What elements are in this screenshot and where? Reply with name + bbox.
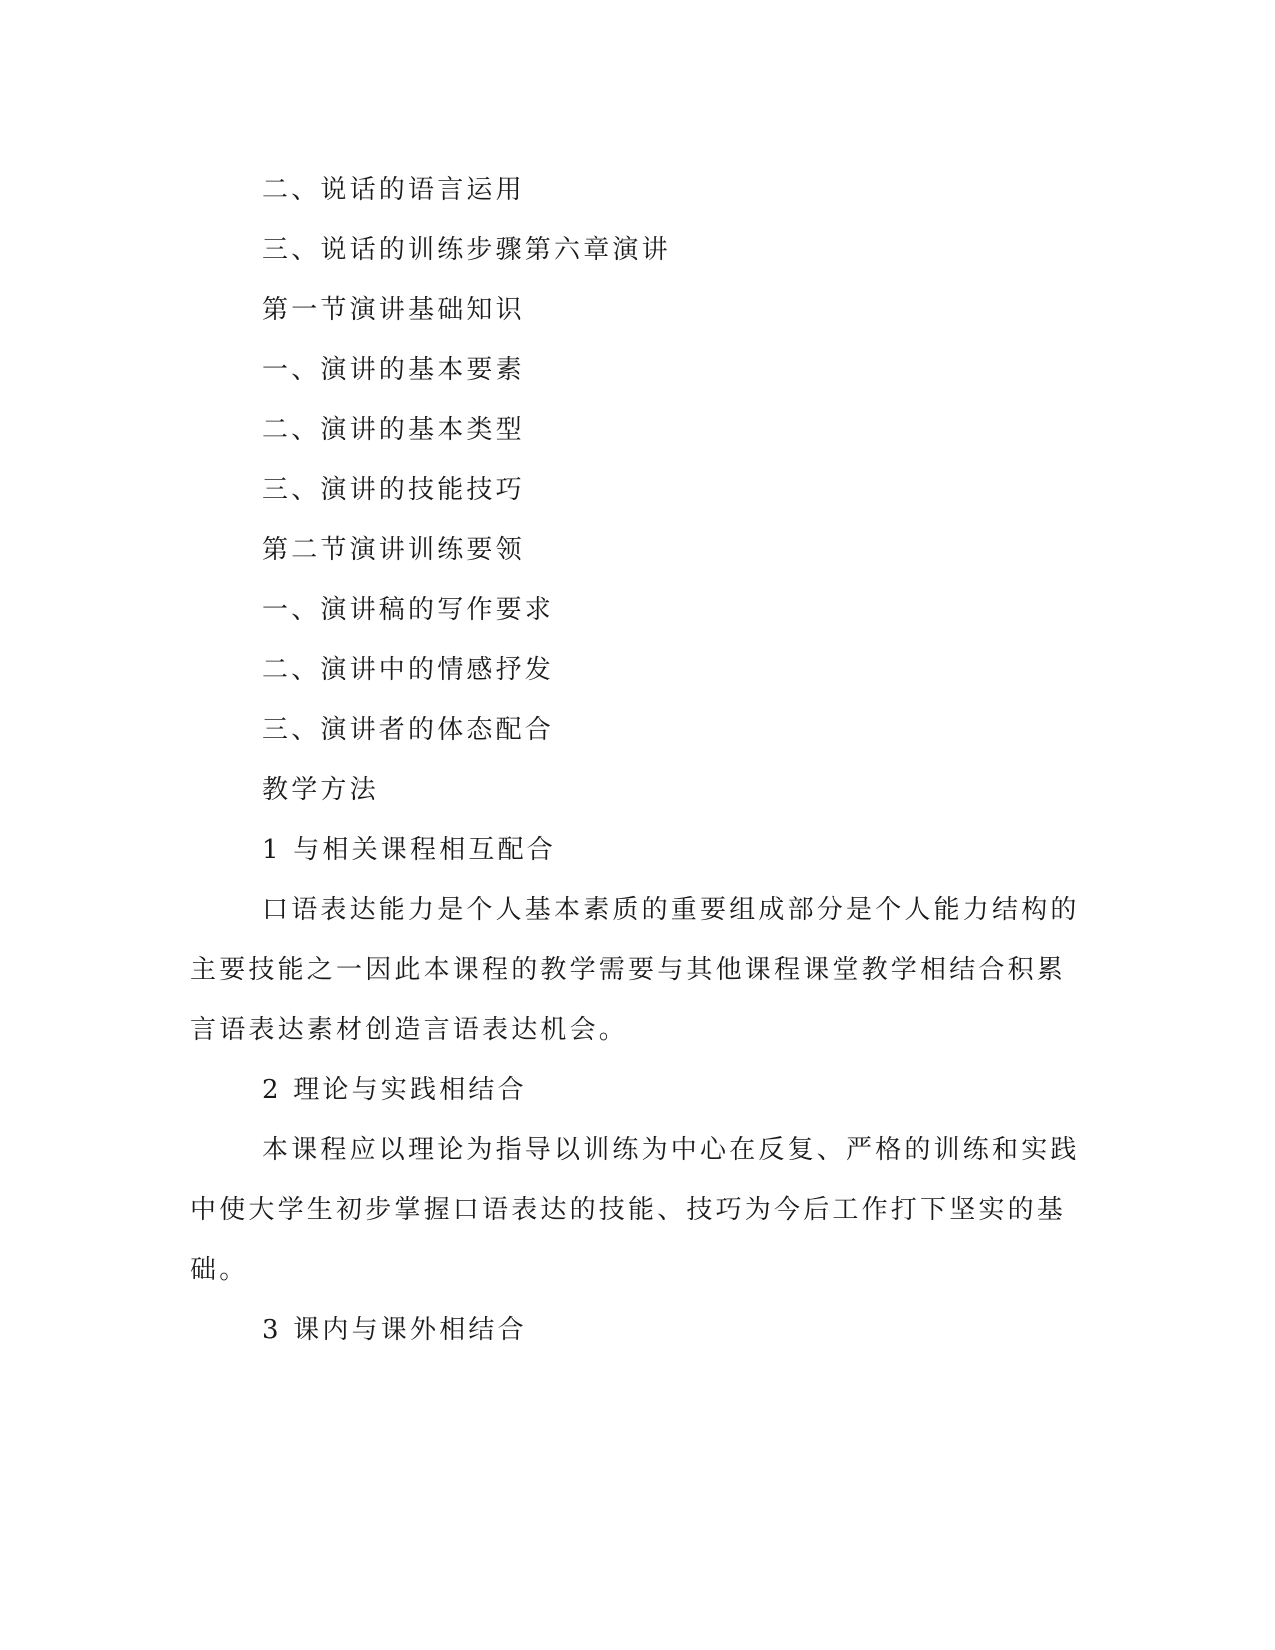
method-heading: 1 与相关课程相互配合	[262, 835, 557, 865]
outline-item: 二、演讲的基本类型	[262, 415, 525, 445]
outline-item: 三、演讲的技能技巧	[262, 475, 525, 505]
paragraph-line: 础。	[190, 1255, 249, 1285]
paragraph-line: 主要技能之一因此本课程的教学需要与其他课程课堂教学相结合积累	[190, 955, 1067, 985]
paragraph-line: 言语表达素材创造言语表达机会。	[190, 1015, 629, 1045]
method-heading: 2 理论与实践相结合	[262, 1075, 527, 1105]
paragraph-line: 中使大学生初步掌握口语表达的技能、技巧为今后工作打下坚实的基	[190, 1195, 1067, 1225]
outline-item: 二、说话的语言运用	[262, 175, 525, 205]
outline-item: 三、说话的训练步骤第六章演讲	[262, 235, 671, 265]
paragraph-line: 本课程应以理论为指导以训练为中心在反复、严格的训练和实践	[262, 1135, 1080, 1165]
outline-item: 一、演讲稿的写作要求	[262, 595, 555, 625]
method-heading: 3 课内与课外相结合	[262, 1315, 527, 1345]
section-heading: 第一节演讲基础知识	[262, 295, 525, 325]
outline-item: 二、演讲中的情感抒发	[262, 655, 555, 685]
outline-item: 一、演讲的基本要素	[262, 355, 525, 385]
section-heading: 第二节演讲训练要领	[262, 535, 525, 565]
paragraph-line: 口语表达能力是个人基本素质的重要组成部分是个人能力结构的	[262, 895, 1080, 925]
outline-item: 三、演讲者的体态配合	[262, 715, 555, 745]
section-heading: 教学方法	[262, 775, 379, 805]
